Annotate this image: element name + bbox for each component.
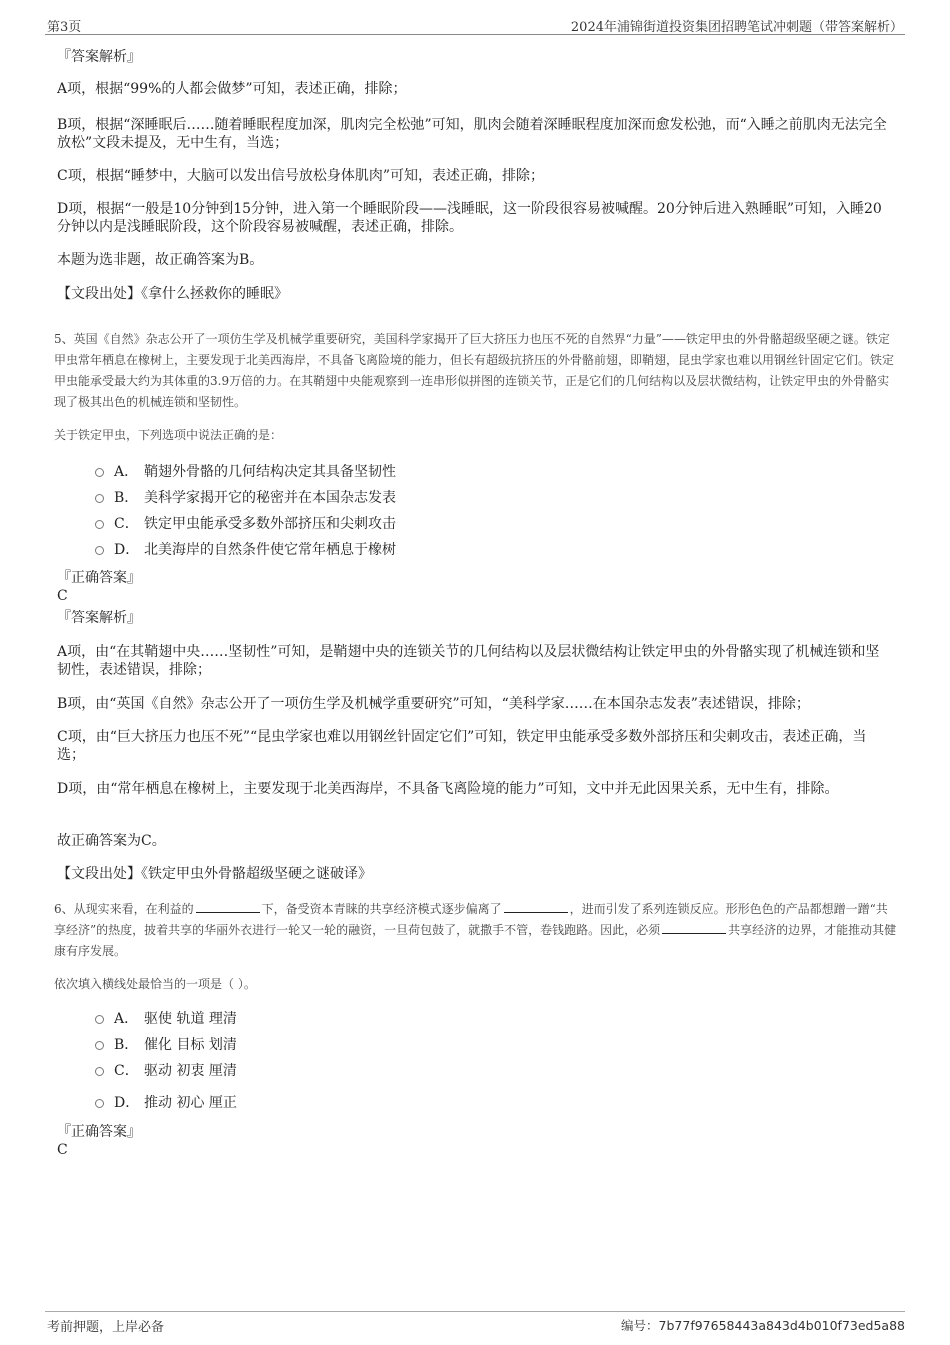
question-6-stem: 6、从现实来看，在利益的 下，备受资本青睐的共享经济模式逐步偏离了 ，进而引发了系列连锁反应。形形色色的产品都想蹭一蹭“共享经济”的热度，披着共享的华丽外衣进行一轮又一轮的融资，一旦荷包鼓了，就撒手不管，卷钱跑路。因此，必须 共享经济的边界，才能推动其健康有序发展。 [54, 902, 897, 958]
q6-option-d[interactable]: D． 推动 初心 厘正 [95, 1093, 237, 1113]
analysis-c: C项，根据“睡梦中，大脑可以发出信号放松身体肌肉”可知，表述正确，排除； [57, 168, 545, 184]
analysis-a: A项，由“在其鞘翅中央……坚韧性”可知，是鞘翅中央的连锁关节的几何结构以及层状微结构让铁定甲虫的外骨骼实现了机械连锁和坚韧性，表述错误，排除； [57, 644, 880, 678]
radio-icon[interactable] [95, 1067, 104, 1076]
analysis-c: C项，由“巨大挤压力也压不死”“昆虫学家也难以用钢丝针固定它们”可知，铁定甲虫能承受多数外部挤压和尖刺攻击，表述正确，当选； [57, 729, 867, 763]
document-code: 编号：7b77f97658443a843d4b010f73ed5a88 [621, 1318, 905, 1333]
q5-option-b[interactable]: B． 美科学家揭开它的秘密并在本国杂志发表 [95, 488, 396, 508]
q6-option-c[interactable]: C． 驱动 初衷 厘清 [95, 1061, 237, 1081]
radio-icon[interactable] [95, 520, 104, 529]
radio-icon[interactable] [95, 1099, 104, 1108]
source: 【文段出处】《铁定甲虫外骨骼超级坚硬之谜破译》 [57, 866, 372, 882]
correct-answer: C [57, 588, 68, 604]
analysis-a: A项，根据“99%的人都会做梦”可知，表述正确，排除； [57, 81, 407, 97]
analysis-label: 『答案解析』 [57, 49, 141, 65]
q5-option-d[interactable]: D． 北美海岸的自然条件使它常年栖息于橡树 [95, 540, 396, 560]
analysis-d: D项，由“常年栖息在橡树上，主要发现于北美西海岸，不具备飞离险境的能力”可知，文中并无此因果关系，无中生有，排除。 [57, 781, 839, 797]
analysis-b: B项，由“英国《自然》杂志公开了一项仿生学及机械学重要研究”可知，“美科学家……在本国杂志发表”表述错误，排除； [57, 696, 810, 712]
correct-answer-label: 『正确答案』 [57, 570, 141, 586]
q6-option-a[interactable]: A． 驱使 轨道 理清 [95, 1009, 237, 1029]
radio-icon[interactable] [95, 468, 104, 477]
q5-option-c[interactable]: C． 铁定甲虫能承受多数外部挤压和尖刺攻击 [95, 514, 396, 534]
blank-2 [504, 900, 568, 913]
analysis-label: 『答案解析』 [57, 610, 141, 626]
question-6-prompt: 依次填入横线处最恰当的一项是（ ）。 [54, 977, 256, 991]
analysis-b: B项，根据“深睡眠后……随着睡眠程度加深，肌肉完全松弛”可知，肌肉会随着深睡眠程度加深而愈发松弛，而“入睡之前肌肉无法完全放松”文段未提及，无中生有，当选； [57, 117, 887, 151]
radio-icon[interactable] [95, 546, 104, 555]
radio-icon[interactable] [95, 1015, 104, 1024]
q6-option-b[interactable]: B． 催化 目标 划清 [95, 1035, 237, 1055]
blank-1 [196, 900, 260, 913]
blank-3 [662, 921, 726, 934]
page-footer [45, 1311, 905, 1334]
footer-slogan: 考前押题，上岸必备 [47, 1320, 165, 1335]
source: 【文段出处】《拿什么拯救你的睡眠》 [57, 286, 288, 302]
page-header [45, 14, 905, 35]
document-title: 2024年浦锦街道投资集团招聘笔试冲刺题（带答案解析） [570, 20, 903, 35]
question-5-prompt: 关于铁定甲虫，下列选项中说法正确的是： [54, 428, 283, 442]
conclusion: 本题为选非题，故正确答案为B。 [57, 252, 264, 268]
question-5-stem: 5、英国《自然》杂志公开了一项仿生学及机械学重要研究，美国科学家揭开了巨大挤压力也压不死的自然界“力量”——铁定甲虫的外骨骼超级坚硬之谜。铁定甲虫常年栖息在橡树上，主要发现于北美西海岸，不具备飞离险境的能力，但长有超级抗挤压的外骨骼前翅，即鞘翅，昆虫学家也难以用钢丝针固定它们。铁定甲虫能承受最大约为其体重的3.9万倍的力。在其鞘翅中央能观察到一连串形似拼图的连锁关节，正是它们的几何结构以及层状微结构，让铁定甲虫的外骨骼实现了极其出色的机械连锁和坚韧性。 [54, 332, 895, 409]
correct-answer: C [57, 1142, 68, 1158]
analysis-d: D项，根据“一般是10分钟到15分钟，进入第一个睡眠阶段——浅睡眠，这一阶段很容易被喊醒。20分钟后进入熟睡眠”可知，入睡20分钟以内是浅睡眠阶段，这个阶段容易被喊醒，表述正确，排除。 [57, 201, 882, 235]
correct-answer-label: 『正确答案』 [57, 1124, 141, 1140]
radio-icon[interactable] [95, 1041, 104, 1050]
q5-option-a[interactable]: A． 鞘翅外骨骼的几何结构决定其具备坚韧性 [95, 462, 396, 482]
radio-icon[interactable] [95, 494, 104, 503]
page-number: 第3页 [47, 20, 82, 35]
conclusion: 故正确答案为C。 [57, 833, 166, 849]
